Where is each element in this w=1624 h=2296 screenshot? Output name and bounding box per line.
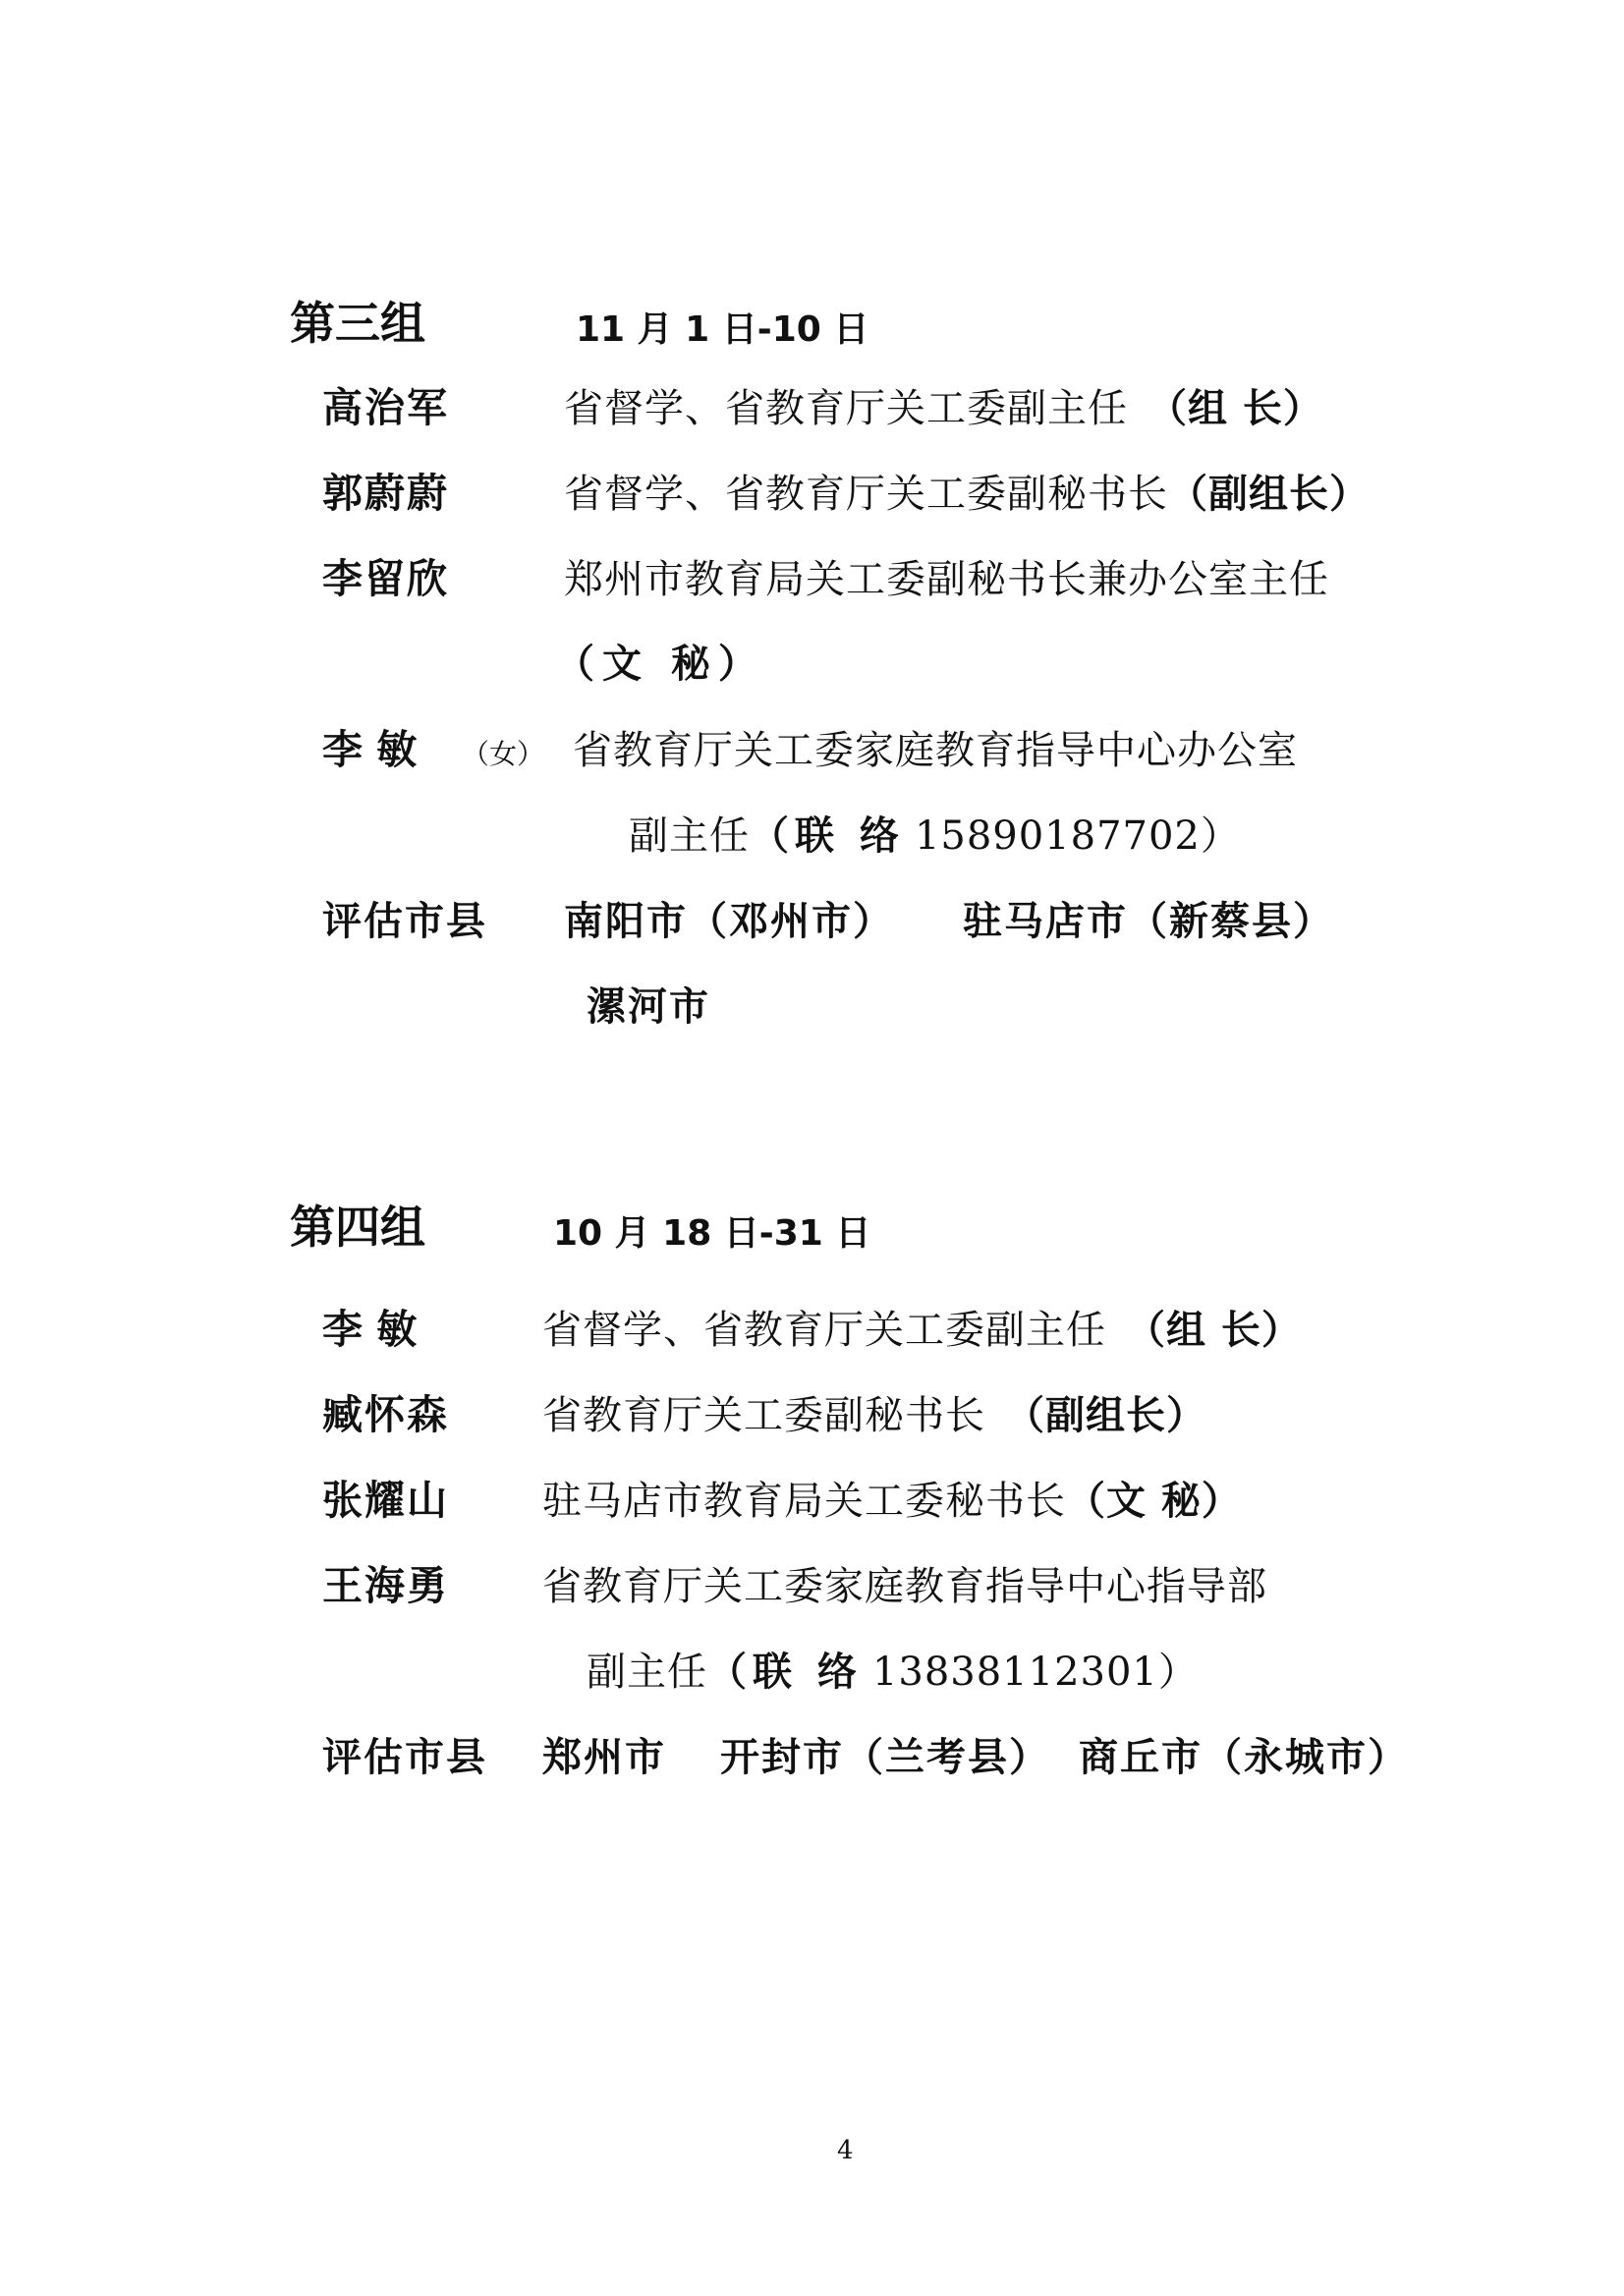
eval-label: 评估市县 xyxy=(322,898,487,944)
member-position: （文 秘） xyxy=(555,641,765,687)
member-name: 张耀山 xyxy=(322,1477,449,1524)
member-name: 王海勇 xyxy=(322,1562,449,1609)
eval-cities: 南阳市（邓州市） xyxy=(564,898,894,944)
page-number: 4 xyxy=(837,2136,854,2165)
member-name: 高治军 xyxy=(322,384,449,431)
member-note: （女） xyxy=(462,738,545,770)
group4-dates: 10 月 18 日-31 日 xyxy=(553,1213,871,1254)
phone-number: 15890187702） xyxy=(914,813,1241,859)
member-role-line2: 副主任（联 络 13838112301） xyxy=(587,1649,1199,1695)
eval-cities: 开封市（兰考县） xyxy=(720,1734,1050,1780)
member-role: 省教育厅关工委家庭教育指导中心指导部 xyxy=(542,1564,1267,1609)
member-role-line2: 副主任（联 络 15890187702） xyxy=(629,812,1241,859)
eval-cities: 商丘市（永城市） xyxy=(1079,1734,1409,1780)
member-name: 李 敏 xyxy=(322,726,418,773)
phone-number: 13838112301） xyxy=(871,1650,1199,1695)
eval-cities: 漯河市 xyxy=(587,983,710,1030)
group3-title: 第三组 xyxy=(290,297,425,350)
group4-title: 第四组 xyxy=(290,1201,425,1254)
member-role: 省督学、省教育厅关工委副主任 （组 长） xyxy=(542,1307,1302,1353)
group3-dates: 11 月 1 日-10 日 xyxy=(576,309,869,350)
member-role: 驻马店市教育局关工委秘书长（文 秘） xyxy=(542,1478,1242,1524)
member-role: 省督学、省教育厅关工委副秘书长（副组长） xyxy=(564,471,1370,517)
member-name: 郭蔚蔚 xyxy=(322,470,449,517)
member-name: 李留欣 xyxy=(322,555,449,602)
eval-cities: 郑州市 xyxy=(542,1734,666,1780)
eval-cities: 驻马店市（新蔡县） xyxy=(963,898,1334,944)
member-role: 省督学、省教育厅关工委副主任 （组 长） xyxy=(564,385,1323,431)
eval-label: 评估市县 xyxy=(322,1734,487,1780)
member-name: 臧怀森 xyxy=(322,1391,449,1438)
member-name: 李 敏 xyxy=(322,1306,418,1353)
member-role: 郑州市教育局关工委副秘书长兼办公室主任 xyxy=(564,557,1329,602)
member-role: 省教育厅关工委家庭教育指导中心办公室 xyxy=(573,728,1298,773)
member-role: 省教育厅关工委副秘书长 （副组长） xyxy=(542,1392,1206,1438)
